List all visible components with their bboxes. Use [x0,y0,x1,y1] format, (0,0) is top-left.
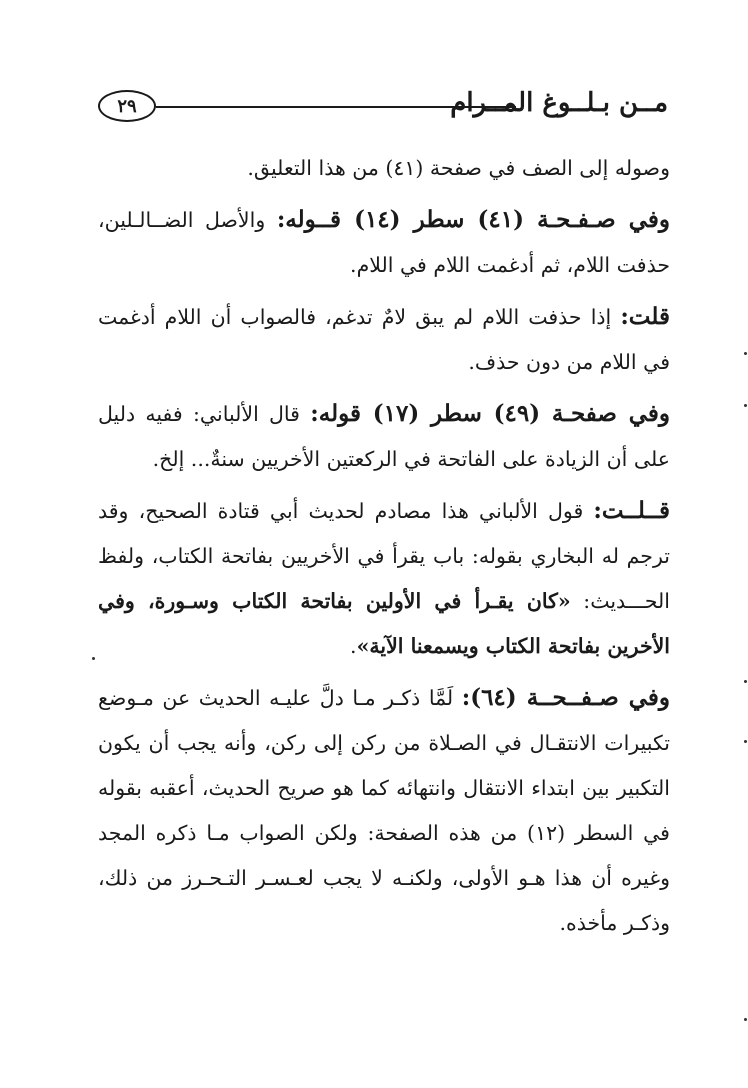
scan-speck [92,657,95,660]
paragraph-text: لَمَّا ذكـر مـا دلَّ عليـه الحديث عن مـوضع تكبيرات الانتقـال في الصـلاة من ركن إلى ركن، وأنه يجب أن يكون التكبير بين ابتداء الانتقال وانتهائه كما هو صريح الحديث، أعقبه بقوله في السطر (١٢) من هذه الصفحة: ولكن الصواب مـا ذكره المجد وغيره أن هذا هـو الأولى، ولكنـه لا يجب لعـسـر التـحـرز من ذلك، وذكـر مأخذه. [98,686,670,935]
paragraph-lead: قــلــت: [593,497,670,524]
paragraph-4 [98,391,670,482]
paragraph-text: قال الألباني: ففيه دليل على أن الزيادة على الفاتحة في الركعتين الأخريين سنةٌ... إلخ. [98,402,670,471]
paragraph-lead: قلت: [620,303,670,330]
paragraph-lead: وفي صـفــحــة (٦٤): [461,684,671,711]
scan-speck [744,404,747,407]
scan-speck [744,352,747,355]
page-number: ٢٩ [98,90,156,122]
hadith-quote: «كان يقـرأ في الأولين بفاتحة الكتاب وسـورة، وفي الأخرين بفاتحة الكتاب ويسمعنا الآية» [98,589,670,658]
paragraph-text: قول الألباني هذا مصادم لحديث أبي قتادة الصحيح، وقد ترجم له البخاري بقوله: باب يقرأ في الأخريين بفاتحة الكتاب، ولفظ الحـــديث: [98,499,670,613]
book-title: مــن بـلــوغ المــرام [450,88,668,118]
paragraph-text: إذا حذفت اللام لم يبق لامٌ تدغم، فالصواب أن اللام أدغمت في اللام من دون حذف. [98,305,670,374]
paragraph-1 [98,146,670,191]
paragraph-5 [98,488,670,669]
scan-speck [744,680,747,683]
paragraph-lead: وفي صـفـحـة (٤١) سطر (١٤) قــوله: [276,206,670,233]
paragraph-lead: وفي صفحـة (٤٩) سطر (١٧) قوله: [310,400,670,427]
page-body [98,146,670,952]
paragraph-tail: . [350,634,357,658]
scan-speck [744,1018,747,1021]
page-header [98,86,668,130]
paragraph-6 [98,675,670,946]
paragraph-2 [98,197,670,288]
paragraph-text: وصوله إلى الصف في صفحة (٤١) من هذا التعليق. [247,156,670,180]
scan-speck [744,740,747,743]
paragraph-text: والأصل الضــالـلين، حذفت اللام، ثم أدغمت اللام في اللام. [98,208,670,277]
paragraph-3 [98,294,670,385]
